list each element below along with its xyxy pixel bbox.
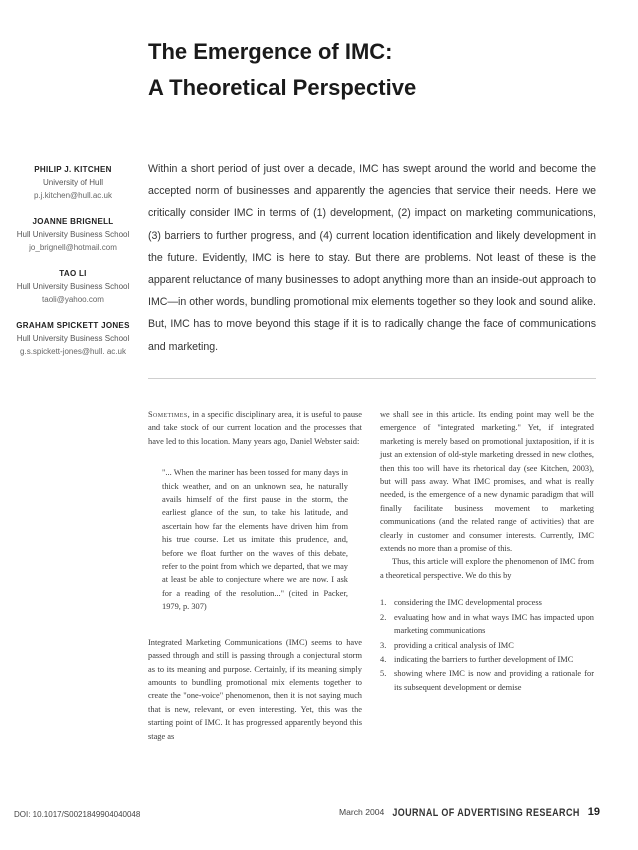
list-text: evaluating how and in what ways IMC has impacted upon marketing communications bbox=[394, 612, 594, 636]
list-text: considering the IMC developmental process bbox=[394, 598, 542, 608]
list-number: 5. bbox=[380, 669, 387, 679]
list-item bbox=[380, 667, 594, 694]
author-name: JOANNE BRIGNELL bbox=[32, 217, 114, 226]
page-footer bbox=[339, 806, 600, 818]
abstract: Within a short period of just over a decade, IMC has swept around the world and become the accepted norm of businesses and apparently the agencies that service their needs. Here we critically consider IMC in terms of (1) development, (2) impact on marketing communications, (3) barriers to further progress, and (4) current location identification and likely development in the future. Evidently, IMC is here to stay. But there are problems. Not least of these is the apparent reluctance of many businesses to adopt anything more than an inside-out approach to IMC—in other words, bundling promotional mix elements together so they look and sound alike. But, IMC has to move beyond this stage if it is to radically change the face of communications and marketing. bbox=[148, 163, 596, 353]
list-text: showing where IMC is now and providing a rationale for its subsequent development or demise bbox=[394, 669, 594, 692]
author-affiliation: Hull University Business School bbox=[16, 282, 130, 291]
author-email[interactable]: p.j.kitchen@hull.ac.uk bbox=[34, 191, 112, 200]
doi-reference[interactable]: DOI: 10.1017/S0021849904040048 bbox=[14, 810, 141, 819]
author-name: TAO LI bbox=[59, 269, 87, 278]
journal-name: JOURNAL OF ADVERTISING RESEARCH bbox=[392, 805, 580, 819]
author-name: PHILIP J. KITCHEN bbox=[34, 165, 112, 174]
list-item bbox=[380, 611, 594, 638]
body-paragraph: Integrated Marketing Communications (IMC) seems to have passed through and still is passing through a conjectural storm as to its meaning and purpose. Certainly, if its meaning simply amounts to bundling promotional mix elements together to create the "one-voice" phenomenon, then it is not saying much that is new, relevant, or even interesting. Yet, this was the starting point of IMC. It has progressed apparently beyond this stage as bbox=[148, 637, 362, 741]
body-column-right bbox=[380, 408, 594, 695]
author-affiliation: Hull University Business School bbox=[16, 230, 130, 239]
author-block bbox=[14, 215, 132, 254]
author-sidebar bbox=[14, 163, 132, 371]
list-item bbox=[380, 596, 594, 609]
intro-text: in a specific disciplinary area, it is useful to pause and take stock of our current location and the processes that have led to this location. Many years ago, Daniel Webster said: bbox=[148, 410, 362, 446]
list-item bbox=[380, 653, 594, 666]
author-email[interactable]: jo_brignell@hotmail.com bbox=[29, 243, 117, 252]
body-paragraph: Thus, this article will explore the phenomenon of IMC from a theoretical perspective. We do this by bbox=[380, 557, 594, 580]
intro-paragraph bbox=[148, 408, 362, 448]
block-quote: "... When the mariner has been tossed for many days in thick weather, and on an unknown sea, he naturally avails himself of the first pause in the storm, the earliest glance of the sun, to take his latitude, and ascertain how far the elements have driven him from his true course. Let us imitate this prudence, and, before we float further on the waves of this debate, refer to the point from which we departed, that we may at least be able to conjecture where we are now. I ask for a reading of the resolution..." (cited in Packer, 1979, p. 307) bbox=[162, 468, 348, 612]
list-item bbox=[380, 639, 594, 652]
title-line-1: The Emergence of IMC: bbox=[148, 39, 393, 64]
author-affiliation: Hull University Business School bbox=[16, 334, 130, 343]
title-line-2: A Theoretical Perspective bbox=[148, 75, 417, 100]
page-number: 19 bbox=[587, 806, 600, 818]
author-affiliation: University of Hull bbox=[42, 178, 103, 187]
author-block bbox=[14, 319, 132, 358]
body-column-left bbox=[148, 408, 362, 743]
list-text: providing a critical analysis of IMC bbox=[394, 640, 514, 650]
author-email[interactable]: taoli@yahoo.com bbox=[42, 295, 104, 304]
author-block bbox=[14, 163, 132, 202]
author-email[interactable]: g.s.spickett-jones@hull. ac.uk bbox=[20, 347, 126, 356]
list-text: indicating the barriers to further development of IMC bbox=[394, 654, 574, 664]
numbered-list bbox=[380, 596, 594, 694]
list-number: 3. bbox=[380, 640, 387, 650]
author-name: GRAHAM SPICKETT JONES bbox=[16, 321, 130, 330]
intro-lead-in: Sometimes, bbox=[148, 410, 191, 419]
author-block bbox=[14, 267, 132, 306]
section-divider bbox=[148, 378, 596, 379]
article-title bbox=[148, 34, 608, 106]
list-number: 4. bbox=[380, 654, 387, 664]
issue-date: March 2004 bbox=[338, 807, 385, 817]
body-paragraph: we shall see in this article. Its ending point may well be the emergence of "integrated marketing." Yet, if integrated marketing is merely based on promotional juxtaposition, if it is just an extension of old-style marketing dressed in new clothes, then this too will have its rhetorical day (see Kitchen, 2003), but will pass away. What IMC promises, and what is really needed, is the emergence of a new dynamic paradigm that will finally facilitate business movement to marketing communications (and the related range of activities) that are clearly in customer and consumer interests. Currently, IMC extends no more than a promise of this. bbox=[380, 410, 594, 554]
list-number: 2. bbox=[380, 612, 387, 622]
list-number: 1. bbox=[380, 598, 387, 608]
